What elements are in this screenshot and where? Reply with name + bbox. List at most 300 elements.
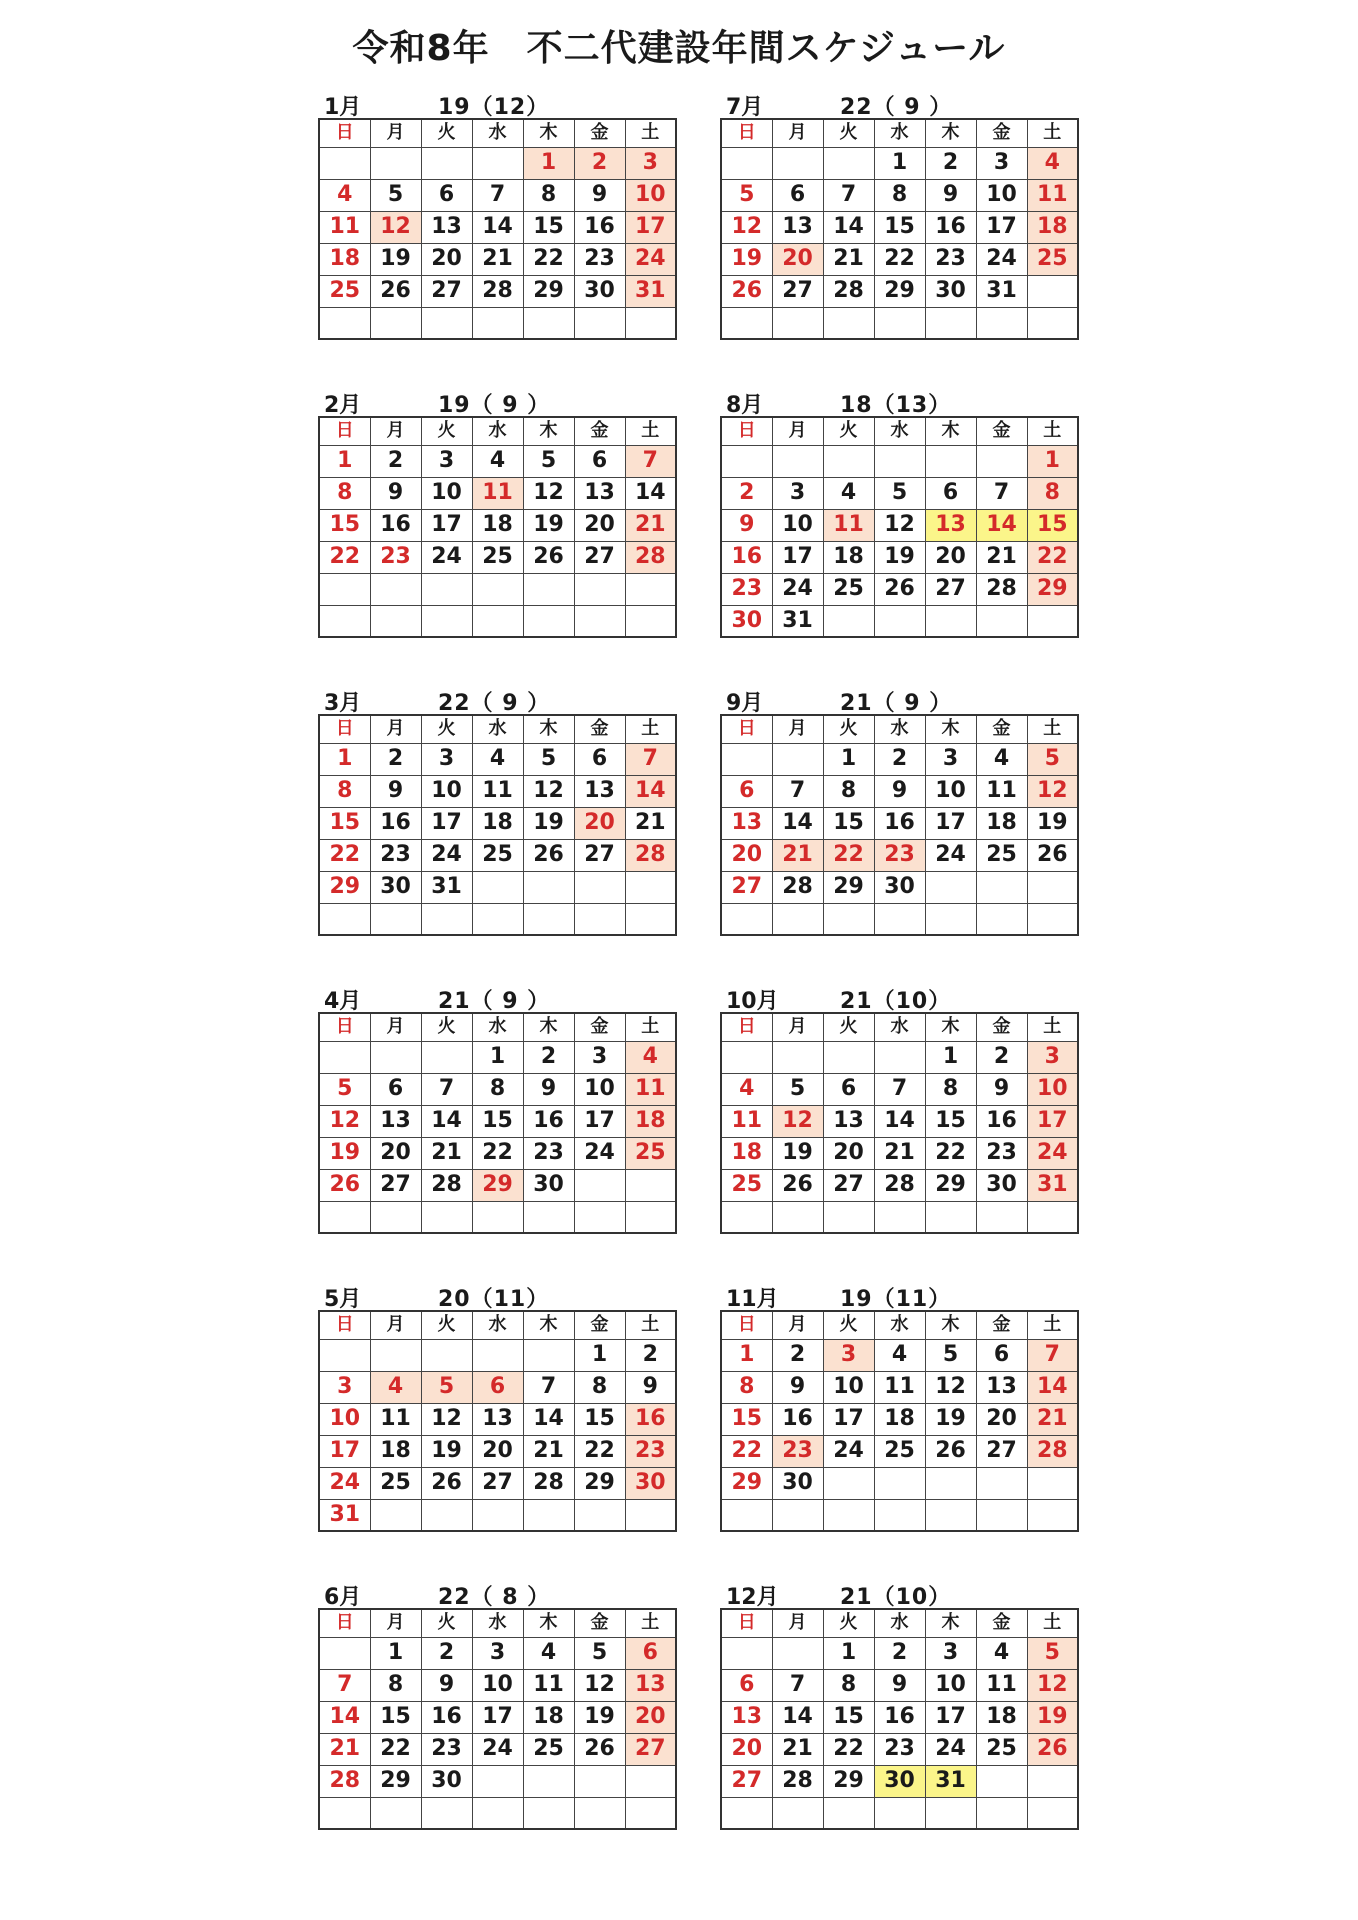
- day-cell: 31: [421, 871, 472, 903]
- empty-cell: [319, 1797, 370, 1829]
- empty-cell: [772, 1637, 823, 1669]
- week-row: [319, 1467, 676, 1499]
- day-cell: 17: [574, 1105, 625, 1137]
- day-cell: 4: [370, 1371, 421, 1403]
- workday-count: 19（12）: [438, 95, 550, 120]
- day-cell: 24: [421, 839, 472, 871]
- day-cell: 17: [421, 509, 472, 541]
- week-row: [319, 1169, 676, 1201]
- day-cell: 7: [976, 477, 1027, 509]
- day-cell: 19: [772, 1137, 823, 1169]
- day-cell: 4: [472, 743, 523, 775]
- empty-cell: [625, 1765, 676, 1797]
- day-cell: 9: [976, 1073, 1027, 1105]
- day-cell: 22: [874, 243, 925, 275]
- week-row: [721, 243, 1078, 275]
- day-cell: 29: [574, 1467, 625, 1499]
- day-cell: 15: [574, 1403, 625, 1435]
- day-cell: 5: [1027, 743, 1078, 775]
- empty-cell: [574, 605, 625, 637]
- weekday-label: 火: [823, 119, 874, 147]
- empty-cell: [472, 903, 523, 935]
- week-row: [721, 1073, 1078, 1105]
- empty-cell: [625, 1201, 676, 1233]
- weekday-header-row: [721, 417, 1078, 445]
- day-cell: 31: [772, 605, 823, 637]
- empty-cell: [874, 1201, 925, 1233]
- month-header: [318, 1287, 682, 1312]
- weekday-header-row: [319, 1311, 676, 1339]
- month-name: 12月: [726, 1585, 779, 1610]
- day-cell: 23: [874, 839, 925, 871]
- week-row: [319, 509, 676, 541]
- day-cell: 22: [823, 839, 874, 871]
- day-cell: 5: [874, 477, 925, 509]
- day-cell: 2: [370, 445, 421, 477]
- day-cell: 4: [874, 1339, 925, 1371]
- day-cell: 27: [925, 573, 976, 605]
- day-cell: 31: [625, 275, 676, 307]
- week-row: [721, 903, 1078, 935]
- week-row: [319, 1339, 676, 1371]
- day-cell: 30: [976, 1169, 1027, 1201]
- week-row: [319, 541, 676, 573]
- day-cell: 3: [574, 1041, 625, 1073]
- empty-cell: [472, 871, 523, 903]
- empty-cell: [1027, 307, 1078, 339]
- week-row: [721, 307, 1078, 339]
- day-cell: 10: [625, 179, 676, 211]
- weekday-label: 土: [1027, 417, 1078, 445]
- empty-cell: [925, 1499, 976, 1531]
- empty-cell: [874, 307, 925, 339]
- week-row: [319, 871, 676, 903]
- month-name: 3月: [324, 691, 362, 716]
- week-row: [721, 179, 1078, 211]
- day-cell: 6: [976, 1339, 1027, 1371]
- day-cell: 28: [523, 1467, 574, 1499]
- day-cell: 2: [721, 477, 772, 509]
- day-cell: 2: [976, 1041, 1027, 1073]
- month-table: [318, 118, 677, 340]
- empty-cell: [721, 1041, 772, 1073]
- day-cell: 21: [523, 1435, 574, 1467]
- day-cell: 20: [721, 839, 772, 871]
- week-row: [721, 1733, 1078, 1765]
- workday-count: 22（ 8 ）: [438, 1585, 551, 1610]
- day-cell: 5: [421, 1371, 472, 1403]
- empty-cell: [721, 147, 772, 179]
- day-cell: 9: [574, 179, 625, 211]
- day-cell: 8: [874, 179, 925, 211]
- day-cell: 15: [1027, 509, 1078, 541]
- day-cell: 10: [421, 775, 472, 807]
- day-cell: 23: [523, 1137, 574, 1169]
- empty-cell: [823, 1797, 874, 1829]
- day-cell: 1: [721, 1339, 772, 1371]
- week-row: [721, 1403, 1078, 1435]
- week-row: [721, 605, 1078, 637]
- empty-cell: [421, 307, 472, 339]
- day-cell: 22: [523, 243, 574, 275]
- empty-cell: [625, 307, 676, 339]
- day-cell: 14: [772, 1701, 823, 1733]
- weekday-label: 土: [625, 715, 676, 743]
- week-row: [721, 477, 1078, 509]
- weekday-label: 日: [319, 1013, 370, 1041]
- day-cell: 14: [1027, 1371, 1078, 1403]
- day-cell: 5: [721, 179, 772, 211]
- day-cell: 29: [523, 275, 574, 307]
- weekday-label: 土: [1027, 1013, 1078, 1041]
- empty-cell: [925, 1467, 976, 1499]
- day-cell: 25: [472, 839, 523, 871]
- day-cell: 1: [925, 1041, 976, 1073]
- day-cell: 21: [976, 541, 1027, 573]
- day-cell: 3: [823, 1339, 874, 1371]
- day-cell: 28: [874, 1169, 925, 1201]
- empty-cell: [370, 1201, 421, 1233]
- empty-cell: [421, 573, 472, 605]
- day-cell: 25: [370, 1467, 421, 1499]
- day-cell: 8: [823, 1669, 874, 1701]
- day-cell: 13: [925, 509, 976, 541]
- month-table: [318, 714, 677, 936]
- weekday-label: 金: [574, 1609, 625, 1637]
- empty-cell: [370, 605, 421, 637]
- day-cell: 7: [1027, 1339, 1078, 1371]
- weekday-label: 月: [772, 715, 823, 743]
- empty-cell: [574, 573, 625, 605]
- weekday-header-row: [721, 119, 1078, 147]
- day-cell: 23: [370, 839, 421, 871]
- week-row: [721, 743, 1078, 775]
- day-cell: 6: [574, 743, 625, 775]
- month-name: 5月: [324, 1287, 362, 1312]
- weekday-label: 土: [1027, 715, 1078, 743]
- week-row: [319, 1041, 676, 1073]
- month-name: 1月: [324, 95, 362, 120]
- weekday-label: 火: [823, 417, 874, 445]
- weekday-header-row: [319, 119, 676, 147]
- day-cell: 28: [823, 275, 874, 307]
- day-cell: 29: [1027, 573, 1078, 605]
- day-cell: 18: [319, 243, 370, 275]
- empty-cell: [625, 871, 676, 903]
- empty-cell: [823, 1041, 874, 1073]
- day-cell: 29: [874, 275, 925, 307]
- day-cell: 4: [472, 445, 523, 477]
- day-cell: 17: [472, 1701, 523, 1733]
- day-cell: 6: [823, 1073, 874, 1105]
- month-name: 4月: [324, 989, 362, 1014]
- week-row: [319, 1137, 676, 1169]
- day-cell: 12: [1027, 1669, 1078, 1701]
- day-cell: 19: [370, 243, 421, 275]
- day-cell: 21: [823, 243, 874, 275]
- day-cell: 23: [925, 243, 976, 275]
- day-cell: 19: [1027, 807, 1078, 839]
- workday-count: 21（ 9 ）: [438, 989, 551, 1014]
- empty-cell: [319, 147, 370, 179]
- empty-cell: [625, 573, 676, 605]
- empty-cell: [772, 1499, 823, 1531]
- week-row: [721, 1137, 1078, 1169]
- empty-cell: [370, 1041, 421, 1073]
- day-cell: 6: [421, 179, 472, 211]
- empty-cell: [874, 445, 925, 477]
- week-row: [319, 743, 676, 775]
- day-cell: 28: [472, 275, 523, 307]
- week-row: [721, 1435, 1078, 1467]
- week-row: [319, 1797, 676, 1829]
- weekday-label: 金: [574, 1013, 625, 1041]
- empty-cell: [472, 307, 523, 339]
- day-cell: 4: [823, 477, 874, 509]
- empty-cell: [523, 903, 574, 935]
- weekday-label: 土: [625, 1013, 676, 1041]
- week-row: [319, 211, 676, 243]
- empty-cell: [772, 307, 823, 339]
- weekday-label: 土: [625, 119, 676, 147]
- empty-cell: [772, 743, 823, 775]
- weekday-label: 木: [925, 1311, 976, 1339]
- day-cell: 6: [721, 1669, 772, 1701]
- day-cell: 11: [721, 1105, 772, 1137]
- empty-cell: [925, 1797, 976, 1829]
- empty-cell: [721, 307, 772, 339]
- day-cell: 5: [370, 179, 421, 211]
- empty-cell: [874, 903, 925, 935]
- empty-cell: [370, 573, 421, 605]
- week-row: [721, 775, 1078, 807]
- day-cell: 25: [472, 541, 523, 573]
- day-cell: 25: [721, 1169, 772, 1201]
- empty-cell: [874, 1797, 925, 1829]
- week-row: [721, 445, 1078, 477]
- month-header: [318, 691, 682, 716]
- day-cell: 13: [976, 1371, 1027, 1403]
- empty-cell: [772, 903, 823, 935]
- day-cell: 27: [370, 1169, 421, 1201]
- empty-cell: [370, 903, 421, 935]
- empty-cell: [370, 307, 421, 339]
- day-cell: 7: [772, 775, 823, 807]
- day-cell: 22: [319, 839, 370, 871]
- empty-cell: [976, 903, 1027, 935]
- empty-cell: [823, 605, 874, 637]
- week-row: [319, 275, 676, 307]
- month-table: [318, 1310, 677, 1532]
- weekday-label: 木: [925, 1013, 976, 1041]
- empty-cell: [823, 307, 874, 339]
- workday-count: 21（10）: [840, 989, 952, 1014]
- empty-cell: [421, 1499, 472, 1531]
- day-cell: 10: [574, 1073, 625, 1105]
- day-cell: 8: [319, 477, 370, 509]
- weekday-label: 日: [721, 417, 772, 445]
- day-cell: 26: [319, 1169, 370, 1201]
- weekday-label: 火: [823, 1311, 874, 1339]
- week-row: [319, 1669, 676, 1701]
- day-cell: 18: [721, 1137, 772, 1169]
- day-cell: 3: [925, 1637, 976, 1669]
- weekday-label: 木: [925, 1609, 976, 1637]
- day-cell: 31: [1027, 1169, 1078, 1201]
- empty-cell: [472, 147, 523, 179]
- month-header: [318, 95, 682, 120]
- day-cell: 2: [421, 1637, 472, 1669]
- weekday-label: 水: [874, 119, 925, 147]
- day-cell: 10: [925, 775, 976, 807]
- empty-cell: [721, 903, 772, 935]
- day-cell: 4: [319, 179, 370, 211]
- day-cell: 23: [370, 541, 421, 573]
- empty-cell: [370, 1339, 421, 1371]
- page-title: 令和8年 不二代建設年間スケジュール: [352, 28, 1006, 69]
- day-cell: 16: [370, 509, 421, 541]
- day-cell: 3: [625, 147, 676, 179]
- day-cell: 9: [874, 1669, 925, 1701]
- workday-count: 22（ 9 ）: [438, 691, 551, 716]
- day-cell: 1: [1027, 445, 1078, 477]
- day-cell: 29: [370, 1765, 421, 1797]
- day-cell: 7: [772, 1669, 823, 1701]
- month-header: [720, 1585, 1084, 1610]
- week-row: [319, 147, 676, 179]
- day-cell: 24: [772, 573, 823, 605]
- weekday-label: 火: [823, 1013, 874, 1041]
- workday-count: 20（11）: [438, 1287, 550, 1312]
- day-cell: 24: [976, 243, 1027, 275]
- day-cell: 30: [874, 871, 925, 903]
- day-cell: 19: [421, 1435, 472, 1467]
- day-cell: 28: [421, 1169, 472, 1201]
- empty-cell: [823, 1499, 874, 1531]
- empty-cell: [370, 1797, 421, 1829]
- day-cell: 22: [721, 1435, 772, 1467]
- day-cell: 22: [925, 1137, 976, 1169]
- empty-cell: [625, 1499, 676, 1531]
- day-cell: 27: [574, 541, 625, 573]
- week-row: [721, 1339, 1078, 1371]
- day-cell: 15: [472, 1105, 523, 1137]
- day-cell: 16: [925, 211, 976, 243]
- day-cell: 17: [925, 1701, 976, 1733]
- day-cell: 3: [421, 743, 472, 775]
- day-cell: 11: [625, 1073, 676, 1105]
- day-cell: 29: [721, 1467, 772, 1499]
- week-row: [319, 179, 676, 211]
- weekday-label: 月: [772, 1311, 823, 1339]
- empty-cell: [472, 573, 523, 605]
- weekday-label: 水: [874, 1013, 925, 1041]
- day-cell: 20: [574, 807, 625, 839]
- day-cell: 25: [976, 839, 1027, 871]
- empty-cell: [721, 445, 772, 477]
- day-cell: 28: [625, 541, 676, 573]
- weekday-label: 木: [925, 417, 976, 445]
- day-cell: 15: [823, 807, 874, 839]
- empty-cell: [370, 1499, 421, 1531]
- empty-cell: [574, 1765, 625, 1797]
- empty-cell: [874, 605, 925, 637]
- empty-cell: [772, 1201, 823, 1233]
- weekday-label: 木: [523, 417, 574, 445]
- weekday-label: 金: [574, 715, 625, 743]
- weekday-label: 月: [370, 715, 421, 743]
- day-cell: 16: [421, 1701, 472, 1733]
- day-cell: 16: [976, 1105, 1027, 1137]
- day-cell: 23: [625, 1435, 676, 1467]
- day-cell: 19: [319, 1137, 370, 1169]
- weekday-label: 日: [721, 1609, 772, 1637]
- week-row: [319, 1435, 676, 1467]
- day-cell: 11: [874, 1371, 925, 1403]
- weekday-header-row: [319, 715, 676, 743]
- day-cell: 9: [370, 477, 421, 509]
- day-cell: 30: [925, 275, 976, 307]
- day-cell: 26: [1027, 1733, 1078, 1765]
- weekday-label: 木: [523, 1013, 574, 1041]
- empty-cell: [721, 1201, 772, 1233]
- day-cell: 6: [472, 1371, 523, 1403]
- month-header: [720, 393, 1084, 418]
- day-cell: 30: [772, 1467, 823, 1499]
- day-cell: 11: [523, 1669, 574, 1701]
- day-cell: 15: [721, 1403, 772, 1435]
- day-cell: 26: [523, 541, 574, 573]
- day-cell: 24: [472, 1733, 523, 1765]
- day-cell: 20: [472, 1435, 523, 1467]
- day-cell: 9: [421, 1669, 472, 1701]
- day-cell: 22: [1027, 541, 1078, 573]
- day-cell: 4: [976, 743, 1027, 775]
- day-cell: 30: [874, 1765, 925, 1797]
- day-cell: 27: [625, 1733, 676, 1765]
- day-cell: 17: [1027, 1105, 1078, 1137]
- day-cell: 1: [874, 147, 925, 179]
- day-cell: 1: [319, 743, 370, 775]
- day-cell: 19: [523, 509, 574, 541]
- day-cell: 10: [772, 509, 823, 541]
- weekday-label: 日: [721, 1311, 772, 1339]
- day-cell: 3: [925, 743, 976, 775]
- day-cell: 19: [574, 1701, 625, 1733]
- empty-cell: [319, 1339, 370, 1371]
- month-table: [318, 416, 677, 638]
- day-cell: 16: [574, 211, 625, 243]
- day-cell: 10: [823, 1371, 874, 1403]
- day-cell: 25: [976, 1733, 1027, 1765]
- day-cell: 6: [370, 1073, 421, 1105]
- day-cell: 25: [625, 1137, 676, 1169]
- weekday-label: 火: [421, 1609, 472, 1637]
- weekday-label: 金: [574, 119, 625, 147]
- week-row: [721, 1637, 1078, 1669]
- day-cell: 11: [1027, 179, 1078, 211]
- day-cell: 14: [472, 211, 523, 243]
- day-cell: 29: [823, 1765, 874, 1797]
- day-cell: 11: [472, 775, 523, 807]
- day-cell: 9: [772, 1371, 823, 1403]
- day-cell: 27: [421, 275, 472, 307]
- day-cell: 2: [874, 1637, 925, 1669]
- day-cell: 14: [823, 211, 874, 243]
- empty-cell: [574, 307, 625, 339]
- day-cell: 27: [772, 275, 823, 307]
- day-cell: 9: [370, 775, 421, 807]
